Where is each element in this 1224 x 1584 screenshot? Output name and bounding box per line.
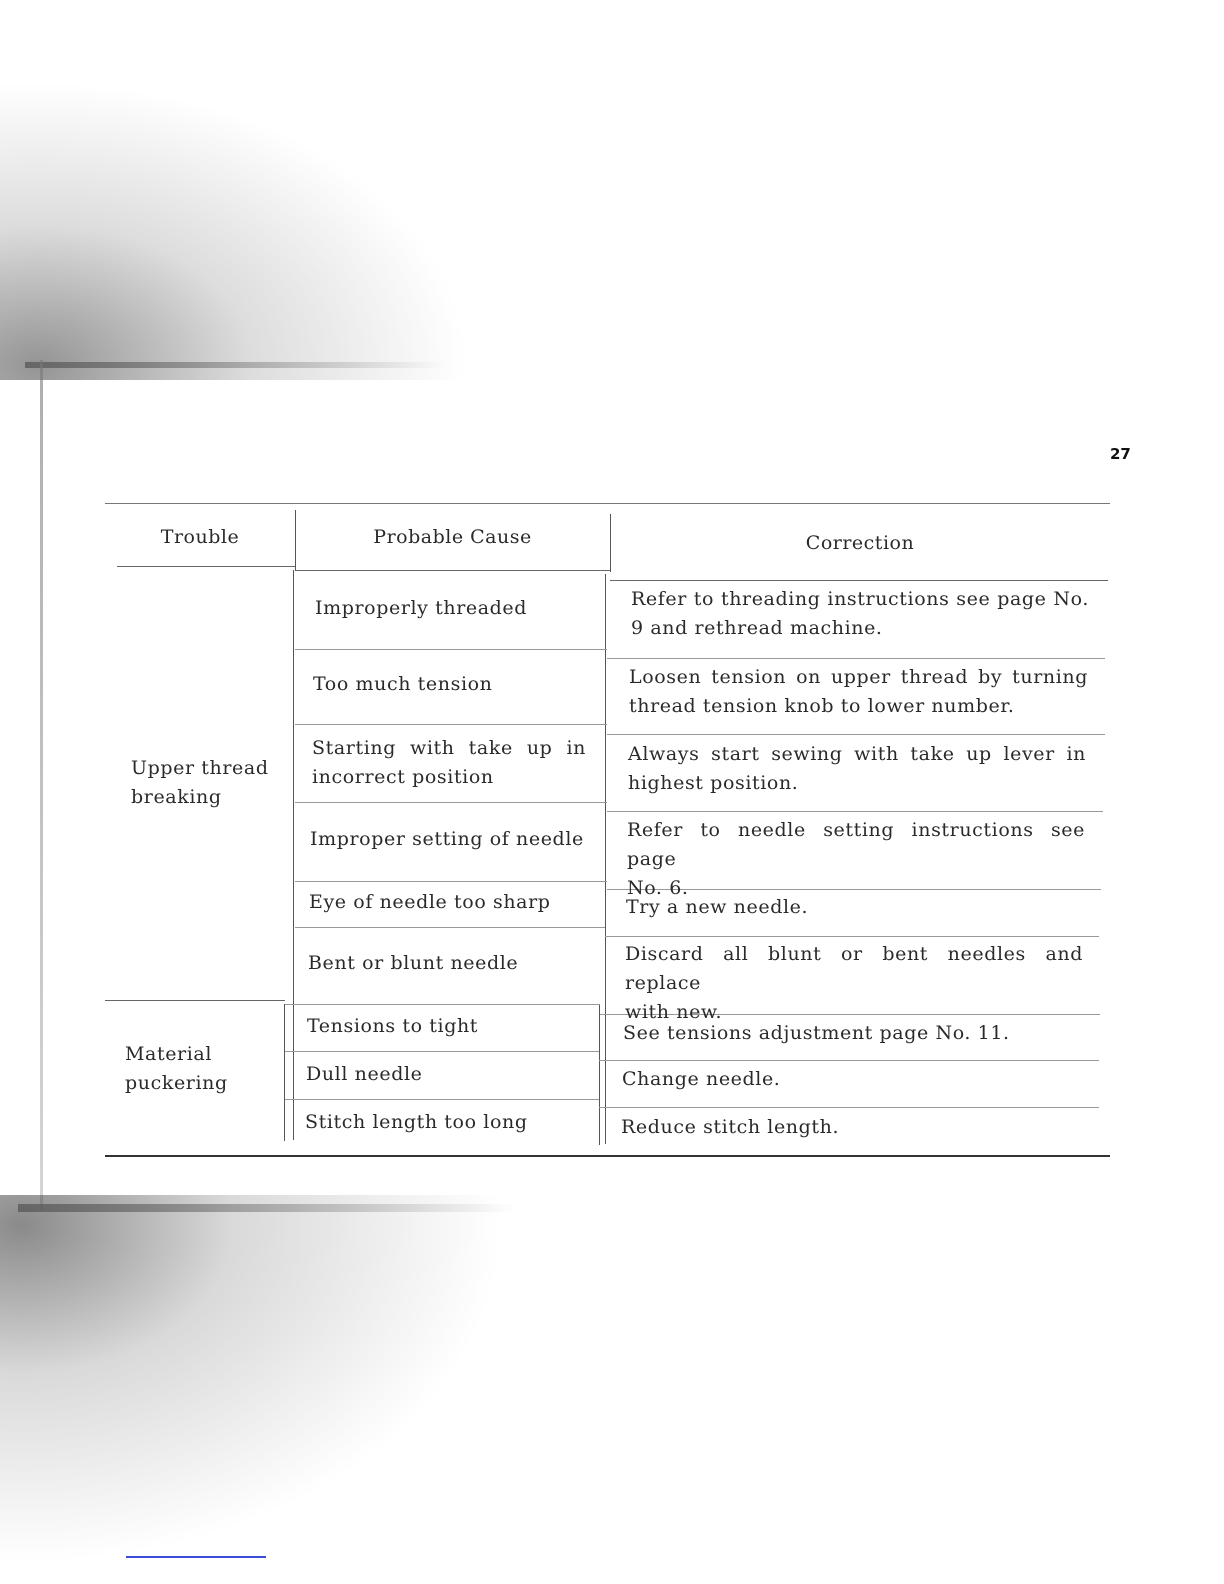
cause-improper-needle-setting: Improper setting of needle: [310, 828, 584, 850]
trouble-upper-thread-breaking: Upper thread breaking: [131, 757, 269, 808]
row-divider: [605, 936, 1099, 937]
cause-stitch-too-long: Stitch length too long: [305, 1111, 528, 1133]
page-number: 27: [1110, 445, 1131, 463]
column-divider: [605, 574, 606, 1144]
column-divider: [284, 1004, 285, 1141]
correction-discard-needles: Discard all blunt or bent needles and replace with new.: [625, 943, 1083, 1023]
correction-needle-setting: Refer to needle setting instructions see page No. 6.: [627, 819, 1085, 899]
cause-take-up-position: Starting with take up in incorrect position: [312, 737, 586, 788]
correction-tension-adjustment: See tensions adjustment page No. 11.: [623, 1022, 1010, 1044]
scan-shadow: [0, 1195, 520, 1575]
row-divider: [607, 658, 1105, 659]
cause-tensions-tight: Tensions to tight: [307, 1015, 479, 1037]
bottom-rule: [126, 1556, 266, 1558]
row-divider: [607, 734, 1105, 735]
scan-shadow: [18, 1204, 518, 1212]
cause-dull-needle: Dull needle: [306, 1063, 423, 1085]
cause-bent-blunt-needle: Bent or blunt needle: [308, 952, 519, 974]
troubleshooting-table: [105, 503, 1110, 1157]
header-rule: [610, 580, 1108, 581]
correction-reduce-stitch: Reduce stitch length.: [621, 1116, 840, 1138]
header-trouble: Trouble: [160, 526, 240, 548]
scan-shadow: [0, 80, 470, 380]
column-divider: [610, 514, 611, 572]
row-divider: [285, 1051, 599, 1052]
row-divider: [607, 811, 1103, 812]
cause-eye-too-sharp: Eye of needle too sharp: [309, 891, 551, 913]
group-divider: [285, 1004, 600, 1005]
row-divider: [295, 927, 605, 928]
column-divider: [293, 570, 294, 1140]
cause-improperly-threaded: Improperly threaded: [315, 597, 528, 619]
column-divider: [599, 1004, 600, 1145]
correction-change-needle: Change needle.: [622, 1068, 781, 1090]
row-divider: [295, 649, 607, 650]
header-rule: [295, 570, 610, 571]
column-divider: [295, 510, 296, 570]
trouble-material-puckering: Material puckering: [125, 1043, 228, 1094]
scan-shadow: [25, 362, 445, 368]
header-correction: Correction: [805, 532, 915, 554]
scan-edge: [40, 360, 43, 1210]
row-divider: [295, 724, 607, 725]
row-divider: [599, 1060, 1099, 1061]
correction-take-up-lever: Always start sewing with take up lever in highest position.: [628, 743, 1086, 794]
correction-loosen-tension: Loosen tension on upper thread by turning thread tension knob to lower number.: [629, 666, 1088, 717]
correction-rethread: Refer to threading instructions see page No. 9 and rethread machine.: [631, 588, 1089, 639]
row-divider: [295, 881, 607, 882]
correction-new-needle: Try a new needle.: [626, 896, 809, 918]
row-divider: [285, 1099, 599, 1100]
header-rule: [117, 566, 295, 567]
header-cause: Probable Cause: [373, 526, 532, 548]
group-divider: [105, 1000, 285, 1001]
cause-too-much-tension: Too much tension: [313, 673, 493, 695]
row-divider: [295, 802, 607, 803]
row-divider: [599, 1107, 1099, 1108]
